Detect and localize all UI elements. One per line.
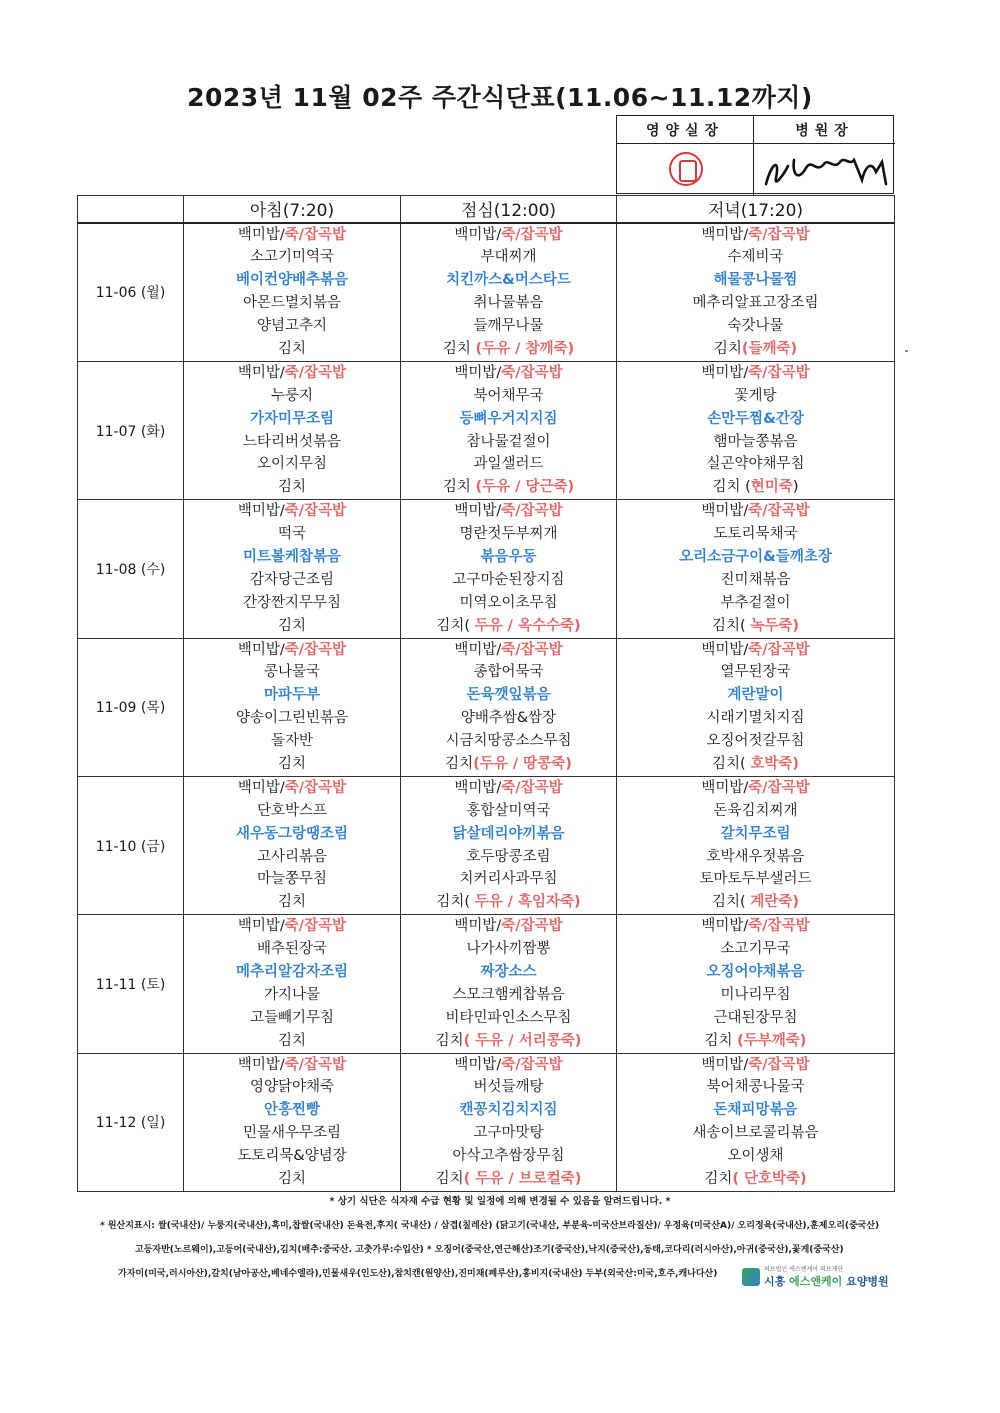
menu-row: [78, 638, 895, 776]
menu-item: 백미밥/죽/잡곡밥: [237, 1056, 347, 1073]
menu-item: 명란젓두부찌개: [459, 526, 558, 543]
porridge-option: 죽/잡곡밥: [748, 226, 810, 243]
lunch-cell: [401, 915, 617, 1053]
dinner-cell: [617, 638, 895, 776]
menu-item: 김치( 두유 / 브로컬죽): [435, 1171, 582, 1188]
menu-item: 오이생채: [727, 1148, 784, 1165]
menu-item: 새우동그랑땡조림: [235, 825, 349, 842]
porridge-option: 죽/잡곡밥: [501, 226, 563, 243]
menu-item: 고사리볶음: [256, 848, 328, 865]
porridge-option: 죽/잡곡밥: [284, 1056, 347, 1073]
header-date: [78, 196, 184, 223]
menu-item: 콩나물국: [263, 664, 321, 681]
porridge-option: 죽/잡곡밥: [748, 641, 810, 658]
menu-item: 마파두부: [263, 687, 321, 704]
menu-item: 수제비국: [727, 249, 784, 266]
porridge-option: 죽/잡곡밥: [284, 918, 347, 935]
menu-item: 시래기멸치지짐: [706, 710, 805, 727]
menu-item: 김치( 계란죽): [712, 894, 799, 911]
menu-item: 등뼈우거지지짐: [459, 410, 558, 427]
origin-line-2: 고등자반(노르웨이),고등어(국내산),김치(배추:중국산. 고춧가루:수입산) * 오징어(중국산,연근해산)조기(중국산),낙지(중국산),동태,코다리(러시아산),아귀(중국산),꽃게(중국산): [135, 1245, 844, 1255]
porridge-option: 죽/잡곡밥: [501, 641, 563, 658]
menu-item: 김치: [277, 479, 306, 496]
porridge-option: 호박죽): [750, 755, 799, 772]
porridge-option: 녹두죽): [750, 617, 799, 634]
hospital-logo: [742, 1264, 889, 1290]
menu-item: 김치: [277, 340, 306, 357]
menu-item: 고구마맛탕: [473, 1125, 544, 1142]
lunch-cell: [401, 638, 617, 776]
menu-item: 김치: [277, 617, 306, 634]
porridge-option: 죽/잡곡밥: [748, 503, 810, 520]
menu-item: 캔꽁치김치지짐: [459, 1102, 558, 1119]
menu-row: [78, 223, 895, 362]
breakfast-cell: [184, 776, 401, 914]
dinner-cell: [617, 223, 895, 362]
origin-line-3: 가자미(미국,러시아산),갈치(남아공산,베네수엘라),민물새우(인도산),참치캔(원양산),진미채(페루산),홍비지(국내산) 두부(외국산:미국,호주,캐나다산): [118, 1269, 718, 1279]
menu-item: 백미밥/죽/잡곡밥: [701, 641, 810, 658]
menu-row: [78, 776, 895, 914]
porridge-option: 죽/잡곡밥: [284, 641, 347, 658]
menu-item: 백미밥/죽/잡곡밥: [454, 226, 563, 243]
menu-item: 소고기미역국: [249, 249, 335, 266]
porridge-option: ( 두유 / 서리콩죽): [463, 1032, 582, 1049]
menu-item: 김치: [277, 755, 306, 772]
menu-item: 김치( 두유 / 서리콩죽): [435, 1032, 582, 1049]
menu-item: 북어채콩나물국: [706, 1079, 805, 1096]
dinner-cell: [617, 361, 895, 499]
menu-item: 양송이그린빈볶음: [235, 710, 349, 727]
menu-item: 김치: [277, 1032, 306, 1049]
menu-item: 김치 (두유 / 참깨죽): [442, 340, 575, 357]
menu-item: 백미밥/죽/잡곡밥: [454, 779, 563, 796]
menu-item: 시금치땅콩소스무침: [445, 733, 572, 750]
menu-item: 백미밥/죽/잡곡밥: [701, 918, 810, 935]
porridge-option: 죽/잡곡밥: [501, 503, 563, 520]
porridge-option: 죽/잡곡밥: [501, 779, 563, 796]
porridge-option: 죽/잡곡밥: [284, 503, 347, 520]
porridge-option: 죽/잡곡밥: [501, 1056, 563, 1073]
date-cell: 11-08 (수): [78, 500, 184, 638]
menu-item: 김치 (두유 / 당근죽): [442, 479, 575, 496]
porridge-option: ( 단호박죽): [732, 1171, 807, 1188]
porridge-option: 두유 / 흑임자죽): [474, 894, 581, 911]
menu-item: 백미밥/죽/잡곡밥: [237, 364, 347, 381]
menu-item: 과일샐러드: [473, 456, 544, 473]
lunch-cell: [401, 223, 617, 362]
breakfast-cell: [184, 361, 401, 499]
lunch-cell: [401, 500, 617, 638]
porridge-option: 죽/잡곡밥: [748, 779, 810, 796]
change-notice: * 상기 식단은 식자재 수급 현황 및 일정에 의해 변경될 수 있음을 알려드립니다. *: [329, 1196, 671, 1207]
signature-icon: [754, 144, 895, 195]
menu-item: 참나물겉절이: [466, 433, 551, 450]
approval-cell-director: [754, 144, 895, 195]
approval-cell-nutrition: [617, 144, 754, 195]
menu-item: 해물콩나물찜: [713, 272, 798, 289]
menu-item: 갈치무조림: [720, 825, 791, 842]
menu-item: 버섯들깨탕: [473, 1079, 544, 1096]
breakfast-cell: [184, 1053, 401, 1191]
menu-item: 오징어젓갈무침: [706, 733, 805, 750]
porridge-option: 죽/잡곡밥: [284, 779, 347, 796]
approval-header-director: 병원장: [754, 116, 895, 144]
porridge-option: 두유 / 옥수수죽): [474, 617, 581, 634]
menu-item: 부대찌개: [480, 249, 537, 266]
menu-item: 종합어묵국: [473, 664, 544, 681]
menu-item: 누룽지: [270, 387, 314, 404]
menu-item: 백미밥/죽/잡곡밥: [701, 364, 810, 381]
menu-item: 도토리묵채국: [713, 526, 798, 543]
menu-item: 돈채피망볶음: [713, 1102, 798, 1119]
menu-item: 베이컨양배추볶음: [235, 272, 349, 289]
menu-item: 스모크햄케찹볶음: [452, 986, 565, 1003]
menu-item: 양념고추지: [256, 318, 328, 335]
menu-item: 돈육김치찌개: [713, 802, 798, 819]
menu-item: 미트볼케찹볶음: [242, 548, 342, 565]
menu-item: 오리소금구이&들깨초장: [679, 548, 832, 565]
menu-item: 김치( 두유 / 옥수수죽): [436, 617, 581, 634]
menu-item: 백미밥/죽/잡곡밥: [237, 918, 347, 935]
menu-item: 김치( 두유 / 흑임자죽): [436, 894, 581, 911]
menu-item: 백미밥/죽/잡곡밥: [701, 1056, 810, 1073]
menu-body: [78, 223, 895, 1192]
menu-item: 백미밥/죽/잡곡밥: [454, 918, 563, 935]
porridge-option: (들깨죽): [741, 340, 798, 357]
approval-header-nutrition: 영양실장: [617, 116, 754, 144]
menu-item: 김치: [277, 1171, 306, 1188]
menu-item: 김치( 단호박죽): [704, 1171, 807, 1188]
breakfast-cell: [184, 915, 401, 1053]
dinner-cell: [617, 915, 895, 1053]
header-breakfast: 아침(7:20): [184, 196, 401, 223]
menu-item: 비타민파인소스무침: [445, 1009, 572, 1026]
menu-item: 김치(두유 / 땅콩죽): [445, 755, 572, 772]
date-cell: 11-11 (토): [78, 915, 184, 1053]
menu-item: 백미밥/죽/잡곡밥: [454, 1056, 563, 1073]
menu-item: 백미밥/죽/잡곡밥: [701, 779, 810, 796]
menu-item: 감자당근조림: [249, 571, 335, 588]
porridge-option: (두유 / 땅콩죽): [473, 755, 572, 772]
menu-item: 호박새우젓볶음: [706, 848, 805, 865]
breakfast-cell: [184, 223, 401, 362]
menu-item: 새송이브로콜리볶음: [692, 1125, 819, 1142]
menu-item: 볶음우동: [480, 548, 537, 565]
menu-item: 김치 (두부깨죽): [704, 1032, 807, 1049]
porridge-option: 죽/잡곡밥: [501, 918, 563, 935]
origin-line-1: * 원산지표시: 쌀(국내산)/ 누룽지(국내산),흑미,찹쌀(국내산) 돈육전,후지( 국내산) / 삼겹(칠레산) (닭고기(국내산, 부분육-미국산브라질산)/ 우정육(미국산A)/ 오리정육(국내산),훈제오리(중국산): [100, 1221, 880, 1231]
menu-row: [78, 361, 895, 499]
menu-item: 메추리알감자조림: [235, 964, 349, 980]
breakfast-cell: [184, 638, 401, 776]
breakfast-cell: [184, 500, 401, 638]
date-cell: 11-10 (금): [78, 776, 184, 914]
menu-item: 간장짠지무무침: [242, 594, 342, 611]
menu-item: 양배추쌈&쌈장: [460, 710, 557, 727]
menu-item: 소고기무국: [720, 941, 791, 958]
weekly-menu-table: [77, 195, 895, 1192]
porridge-option: (두부깨죽): [737, 1032, 807, 1049]
porridge-option: 죽/잡곡밥: [284, 226, 347, 243]
menu-item: 김치(들깨죽): [713, 340, 798, 357]
menu-item: 부추겉절이: [720, 594, 791, 611]
menu-item: 실곤약야채무침: [706, 456, 805, 473]
menu-item: 짜장소스: [480, 964, 537, 980]
menu-item: 미나리무침: [720, 986, 791, 1003]
menu-item: 민물새우무조림: [242, 1125, 342, 1142]
menu-item: 안흥찐빵: [263, 1102, 321, 1119]
menu-item: 영양닭야채죽: [249, 1079, 335, 1096]
menu-item: 미역오이초무침: [459, 594, 558, 611]
menu-item: 고구마순된장지짐: [452, 571, 565, 588]
menu-item: 백미밥/죽/잡곡밥: [454, 364, 563, 381]
menu-item: 떡국: [277, 526, 306, 543]
lunch-cell: [401, 1053, 617, 1191]
menu-item: 치커리사과무침: [459, 871, 558, 888]
menu-item: 김치 (현미죽): [712, 479, 799, 496]
porridge-option: 죽/잡곡밥: [501, 364, 563, 381]
menu-item: 햄마늘쫑볶음: [713, 433, 798, 450]
menu-item: 나가사끼짬뽕: [466, 941, 551, 958]
menu-item: 돈육깻잎볶음: [466, 687, 551, 704]
menu-item: 마늘쫑무침: [256, 871, 328, 888]
menu-item: 아몬드멸치볶음: [242, 295, 342, 312]
porridge-option: (두유 / 참깨죽): [475, 340, 575, 357]
menu-item: 메추리알표고장조림: [692, 295, 819, 312]
menu-item: 진미채볶음: [720, 571, 791, 588]
menu-item: 오이지무침: [256, 456, 328, 473]
porridge-option: 계란죽): [750, 894, 799, 911]
menu-item: 꽃게탕: [734, 387, 777, 404]
menu-item: 김치( 녹두죽): [712, 617, 799, 634]
porridge-option: (두유 / 당근죽): [475, 479, 575, 496]
dinner-cell: [617, 1053, 895, 1191]
menu-item: 치킨까스&머스타드: [446, 272, 571, 289]
menu-row: [78, 1053, 895, 1191]
menu-item: 취나물볶음: [473, 295, 544, 312]
porridge-option: 죽/잡곡밥: [748, 364, 810, 381]
menu-item: 백미밥/죽/잡곡밥: [237, 641, 347, 658]
logo-subtitle: 의료법인 에스앤케이 의료재단: [764, 1266, 844, 1273]
porridge-option: 죽/잡곡밥: [748, 1056, 810, 1073]
porridge-option: 죽/잡곡밥: [284, 364, 347, 381]
page-title: 2023년 11월 02주 주간식단표(11.06~11.12까지): [187, 83, 813, 112]
menu-item: 숙갓나물: [727, 318, 784, 335]
lunch-cell: [401, 776, 617, 914]
date-cell: 11-09 (목): [78, 638, 184, 776]
menu-item: 오징어야채볶음: [706, 964, 805, 980]
menu-row: [78, 915, 895, 1053]
logo-name: 시흥 에스앤케이 요양병원: [764, 1275, 889, 1288]
menu-item: 손만두찜&간장: [707, 410, 804, 427]
menu-item: 배추된장국: [256, 941, 328, 958]
menu-item: 고들빼기무침: [249, 1009, 335, 1026]
menu-item: 백미밥/죽/잡곡밥: [237, 779, 347, 796]
approval-box: [616, 115, 894, 194]
date-cell: 11-07 (화): [78, 361, 184, 499]
menu-item: 백미밥/죽/잡곡밥: [454, 503, 563, 520]
dinner-cell: [617, 776, 895, 914]
menu-item: 백미밥/죽/잡곡밥: [701, 503, 810, 520]
menu-item: 닭살데리야끼볶음: [452, 825, 565, 842]
date-cell: 11-12 (일): [78, 1053, 184, 1191]
porridge-option: ( 두유 / 브로컬죽): [463, 1171, 582, 1188]
menu-item: 근대된장무침: [713, 1009, 798, 1026]
menu-item: 계란말이: [727, 687, 784, 704]
menu-item: 백미밥/죽/잡곡밥: [237, 226, 347, 243]
lunch-cell: [401, 361, 617, 499]
header-lunch: 점심(12:00): [401, 196, 617, 223]
menu-item: 가지나물: [263, 986, 321, 1003]
menu-item: 토마토두부샐러드: [699, 871, 812, 888]
menu-item: 도토리묵&양념장: [237, 1148, 347, 1165]
menu-item: 단호박스프: [256, 802, 328, 819]
menu-item: 아삭고추쌈장무침: [452, 1148, 565, 1165]
date-cell: 11-06 (월): [78, 223, 184, 362]
menu-item: 백미밥/죽/잡곡밥: [237, 503, 347, 520]
hospital-logo-icon: [742, 1268, 760, 1286]
menu-item: 열무된장국: [720, 664, 791, 681]
menu-item: 홍합살미역국: [466, 802, 551, 819]
stray-mark: [905, 350, 908, 352]
porridge-option: 현미죽: [750, 479, 793, 496]
menu-row: [78, 500, 895, 638]
seal-stamp-icon: [669, 152, 703, 186]
menu-item: 들깨무나물: [473, 318, 544, 335]
menu-item: 북어채무국: [473, 387, 544, 404]
menu-item: 김치: [277, 894, 306, 911]
menu-item: 돌자반: [270, 733, 314, 750]
dinner-cell: [617, 500, 895, 638]
menu-item: 가자미무조림: [249, 410, 335, 427]
menu-item: 백미밥/죽/잡곡밥: [701, 226, 810, 243]
menu-item: 김치( 호박죽): [712, 755, 799, 772]
porridge-option: 죽/잡곡밥: [748, 918, 810, 935]
menu-item: 백미밥/죽/잡곡밥: [454, 641, 563, 658]
header-dinner: 저녁(17:20): [617, 196, 895, 223]
menu-item: 호두땅콩조림: [466, 848, 551, 865]
menu-item: 느타리버섯볶음: [242, 433, 342, 450]
